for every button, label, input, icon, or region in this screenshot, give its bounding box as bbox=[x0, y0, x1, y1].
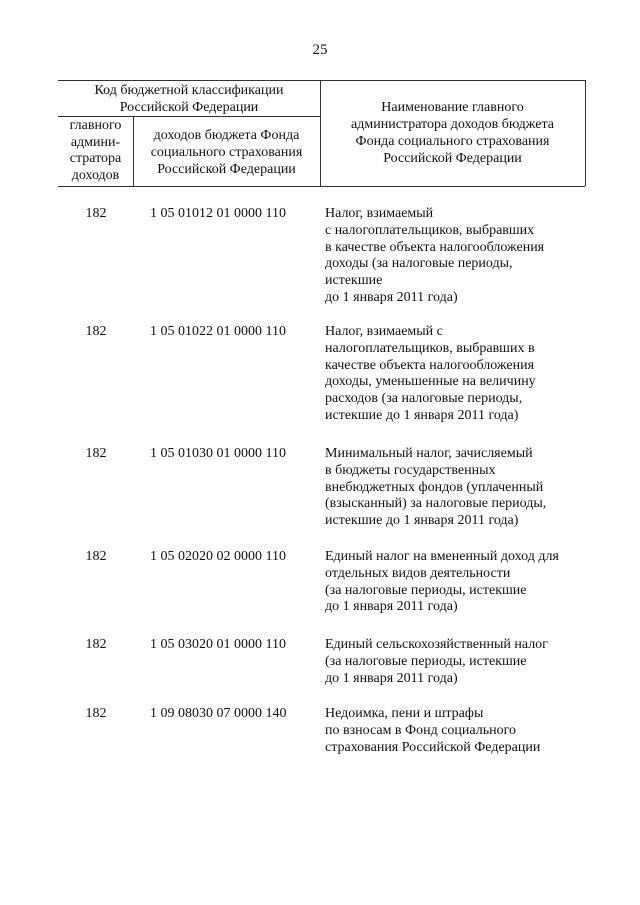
admin-code: 182 bbox=[85, 206, 107, 221]
header-col-name: Наименование главного администратора доходов бюджета Фонда социального страхования Российской Федерации bbox=[351, 100, 554, 166]
budget-code: 1 05 03020 01 0000 110 bbox=[150, 637, 286, 652]
header-bottom-border bbox=[58, 186, 585, 187]
page-number: 25 bbox=[312, 42, 328, 58]
admin-code: 182 bbox=[85, 637, 107, 652]
budget-code: 1 05 01022 01 0000 110 bbox=[150, 324, 286, 339]
income-name: Налог, взимаемый с налогоплательщиков, выбравших в качестве объекта налогообложения доходы (за налоговые периоды, истекшие до 1 января 2011 года) bbox=[325, 206, 545, 305]
header-group-divider bbox=[58, 116, 320, 117]
budget-code: 1 05 01012 01 0000 110 bbox=[150, 206, 286, 221]
admin-code: 182 bbox=[85, 549, 107, 564]
budget-code: 1 09 08030 07 0000 140 bbox=[150, 706, 287, 721]
admin-code: 182 bbox=[85, 446, 107, 461]
income-name: Налог, взимаемый с налогоплательщиков, выбравших в качестве объекта налогообложения доходы, уменьшенные на величину расходов (за налоговые периоды, истекшие до 1 января 2011 года) bbox=[325, 324, 536, 423]
header-right-border bbox=[585, 80, 586, 186]
header-top-border bbox=[58, 80, 585, 81]
income-name: Недоимка, пени и штрафы по взносам в Фонд социального страхования Российской Федерации bbox=[325, 706, 541, 755]
income-name: Единый налог на вмененный доход для отдельных видов деятельности (за налоговые периоды, истекшие до 1 января 2011 года) bbox=[325, 549, 559, 615]
header-col-admin: главного админи- стратора доходов bbox=[69, 118, 122, 183]
budget-code: 1 05 02020 02 0000 110 bbox=[150, 549, 286, 564]
admin-code: 182 bbox=[85, 324, 107, 339]
income-name: Минимальный налог, зачисляемый в бюджеты государственных внебюджетных фондов (уплаченный (взысканный) за налоговые периоды, истекшие до 1 января 2011 года) bbox=[325, 446, 547, 529]
admin-code: 182 bbox=[85, 706, 107, 721]
header-col-code: доходов бюджета Фонда социального страхования Российской Федерации bbox=[150, 128, 303, 177]
budget-code: 1 05 01030 01 0000 110 bbox=[150, 446, 286, 461]
income-name: Единый сельскохозяйственный налог (за налоговые периоды, истекшие до 1 января 2011 года) bbox=[325, 637, 548, 686]
header-group-title: Код бюджетной классификации Российской Федерации bbox=[94, 83, 284, 115]
